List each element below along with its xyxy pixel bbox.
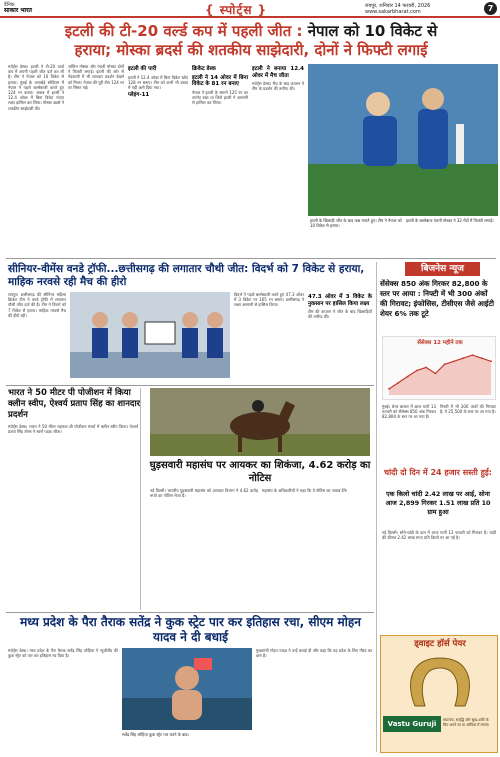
lead-headline-line2: हराया; मोस्का ब्रदर्स की शतकीय साझेदारी, दोनों ने फिफ्टी लगाई	[74, 41, 428, 59]
story4-photo-horse	[150, 388, 370, 456]
chart-point	[472, 354, 474, 356]
lead-col3-subhead2: प्लेइंग-11	[128, 92, 150, 99]
chart-point	[416, 370, 418, 372]
story5-photo-swimmer	[122, 648, 252, 730]
story2-col3-text: टीम की कप्तान ने जीत के बाद खिलाड़ियों की तारीफ की।	[308, 309, 374, 320]
chart-point	[462, 357, 464, 359]
story5-column-2	[256, 648, 372, 753]
ad-brand: Vastu Guruji	[383, 716, 441, 732]
lead-column-5	[252, 64, 304, 252]
horse-shoe-icon	[401, 652, 479, 712]
lead-photo-caption-1: इटली के खिलाड़ी जीत के बाद जश्न मनाते हुए। टीम ने नेपाल को 10 विकेट से हराया।	[310, 218, 402, 242]
chart-point	[425, 367, 427, 369]
chart-point	[490, 360, 492, 362]
story4-col1-text: नई दिल्ली। भारतीय घुड़सवारी महासंघ को आयकर विभाग ने 4.62 करोड़ रुपये का नोटिस भेजा है।	[150, 488, 260, 499]
lead-col4-subhead: क्रिकेट डेस्क	[192, 66, 216, 72]
chart-point	[434, 373, 436, 375]
lead-headline-part1: इटली की टी-20 वर्ल्ड कप में पहली जीत :	[64, 22, 308, 40]
chart-point	[481, 357, 483, 359]
section-divider-2	[6, 385, 374, 386]
gold-headline: चांदी दो दिन में 24 हजार सस्ती हुई:	[383, 468, 493, 477]
story2-column-1	[8, 292, 66, 384]
section-divider	[6, 258, 496, 259]
lead-column-3	[128, 64, 188, 252]
story2-col2-text: विदर्भ ने पहले बल्लेबाजी करते हुए 47.3 ओवर में 3 विकेट पर 165 रन बनाए। छत्तीसगढ़ ने लक्ष्य आसानी से हासिल किया।	[234, 292, 306, 308]
business-column-1	[382, 404, 436, 464]
chart-point	[397, 382, 399, 384]
gold-subheadline: एक किलो चांदी 2.42 लाख पर आई, सोना आज 2,899 गिरकर 1.51 लाख प्रति 10 ग्राम हुआ	[385, 490, 491, 516]
site-url: www.sakarbharat.com	[365, 9, 421, 15]
story5-col1-text: स्पोर्ट्स डेस्क। मध्य प्रदेश के पैरा तैराक सतेंद्र सिंह लोहिया ने न्यूजीलैंड की कुक स्ट्रेट को पार कर इतिहास रच दिया है।	[8, 648, 120, 659]
story5-col2-text: मुख्यमंत्री मोहन यादव ने उन्हें बधाई दी और कहा कि यह प्रदेश के लिए गौरव का क्षण है।	[256, 648, 374, 659]
chart-point	[388, 388, 390, 390]
logo-small-text: दैनिक	[4, 2, 15, 8]
lead-col4-text: नेपाल ने इटली के सामने 125 रन का टारगेट रखा था जिसे इटली ने आसानी से हासिल कर लिया।	[192, 89, 250, 105]
lead-photo-caption-2: इटली के बल्लेबाज एंथनी मोस्का ने 32 गेंदों में फिफ्टी लगाई।	[406, 218, 498, 242]
lead-col3-subhead: इटली की पारी	[128, 66, 157, 72]
lead-column-1	[8, 64, 64, 252]
story3-column-1	[8, 424, 138, 609]
chart-point	[453, 360, 455, 362]
gold-col-text: नई दिल्ली। सोने-चांदी के दाम में आज यानी 13 फरवरी को गिरावट है। चांदी की कीमत 2.42 लाख रुपए प्रति किलो पर आ गई है।	[382, 530, 498, 541]
story4-column-1	[150, 488, 258, 608]
lead-col1-text: स्पोर्ट्स डेस्क। इटली ने टी-20 वर्ल्ड कप में अपनी पहली जीत दर्ज कर ली है। टीम ने नेपाल को 10 विकेट से हराया। मुंबई के वानखेड़े स्टेडियम में नेपाल ने पहले बल्लेबाजी करते हुए 124 रन बनाए। जवाब में इटली ने 12.4 ओवर में बिना विकेट गंवाए लक्ष्य हासिल कर लिया। मोस्का ब्रदर्स ने शतकीय साझेदारी की।	[8, 64, 66, 111]
story2-photo-team	[70, 292, 230, 378]
lead-col4-subhead2: इटली ने 14 ओवर में बिना विकेट के 81 रन बनाए	[192, 74, 248, 87]
story2-headline: सीनियर-वीमेंस वनडे ट्रॉफी...छत्तीसगढ़ की लगातार चौथी जीत: विदर्भ को 7 विकेट से हराया, माहिक नरवसे रही मैच की हीरो	[8, 263, 365, 288]
business-col2-text: निफ्टी में भी 300 अंकों की गिरावट है, ये 25,500 के स्तर पर आ गया है।	[440, 404, 498, 415]
advertisement[interactable]	[380, 635, 498, 753]
lead-headline	[6, 22, 496, 60]
business-news-tag: बिजनेस न्यूज	[405, 262, 480, 276]
business-col1-text: मुंबई। शेयर बाजार में आज यानी 13 फरवरी को सेंसेक्स 850 अंक गिरकर 82,800 के स्तर पर आ गया है।	[382, 404, 438, 420]
logo-main-text: साकार भारत	[4, 7, 32, 14]
date-line	[365, 3, 430, 15]
lead-column-4	[192, 64, 248, 252]
lead-col5-text: स्पोर्ट्स डेस्क। मैच के बाद कप्तान ने टीम के प्रदर्शन की तारीफ की।	[252, 81, 306, 92]
chart-point	[444, 363, 446, 365]
sensex-chart-svg	[383, 337, 497, 401]
business-column-2	[440, 404, 496, 464]
section-title: { स्पोर्ट्स }	[205, 3, 268, 17]
gold-column	[382, 530, 496, 630]
ad-text: सफलता, समृद्धि और सुख-शांति के लिए अपने घर या ऑफिस में लगाएं।	[443, 718, 490, 727]
lead-headline-part2: नेपाल को 10 विकेट से	[307, 22, 438, 40]
story3-col1-text: स्पोर्ट्स डेस्क। भारत ने 50 मीटर राइफल थ्री पोजीशन स्पर्धा में क्लीन स्वीप किया। ऐश्वर्य प्रताप सिंह तोमर ने स्वर्ण पदक जीता।	[8, 424, 140, 435]
newspaper-logo	[4, 2, 32, 14]
story2-col1-text: रायपुर। छत्तीसगढ़ की सीनियर महिला क्रिकेट टीम ने वनडे ट्रॉफी में लगातार चौथी जीत दर्ज की है। टीम ने विदर्भ को 7 विकेट से हराया। माहिक नरवसे मैच की हीरो रहीं।	[8, 292, 68, 318]
lead-col3-text: इटली ने 12.4 ओवर में बिना विकेट खोए 128 रन बनाए। टीम को कभी भी दबाव में नहीं आने दिया गया।	[128, 74, 190, 90]
chart-title: सेंसेक्स 12 महीने तक	[417, 340, 463, 346]
lead-photo-cricket	[308, 64, 498, 216]
story3-headline: भारत ने 50 मीटर पी पोजीशन में किया क्लीन स्वीप, ऐश्वर्य प्रताप सिंह का शानदार प्रदर्शन	[8, 388, 141, 420]
story5-column-1	[8, 648, 118, 753]
story5-photo-caption: सतेंद्र सिंह लोहिया कुक स्ट्रेट पार करने के बाद।	[122, 732, 252, 752]
date-text: रायपुर, शनिवार 14 फरवरी, 2026	[365, 3, 431, 9]
column-rule	[140, 388, 141, 610]
chart-area	[389, 355, 491, 395]
story5-headline: मध्य प्रदेश के पैरा तैराक सतेंद्र ने कुक स्ट्रेट पार कर इतिहास रचा, सीएम मोहन यादव ने दी बधाई	[20, 615, 361, 644]
sensex-chart	[382, 336, 496, 400]
story2-column-3	[308, 292, 372, 384]
section-divider-3	[6, 612, 374, 613]
story4-col2-text: महासंघ के अधिकारियों ने कहा कि वे नोटिस का जवाब देंगे।	[262, 488, 348, 493]
chart-point	[407, 376, 409, 378]
story2-column-2	[234, 292, 304, 384]
business-column-rule	[376, 262, 377, 752]
story2-col3-subhead: 47.3 ओवर में 3 विकेट के नुकसान पर हासिल किया लक्ष्य	[308, 294, 372, 307]
lead-col2-text: जस्टिन मोस्का और एंथनी मोस्का दोनों ने फिफ्टी लगाई। इटली की ओर से गेंदबाजी में भी शानदार प्रदर्शन देखने को मिला। नेपाल की पूरी टीम 124 रन पर सिमट गई।	[68, 64, 126, 90]
story4-column-2	[262, 488, 370, 608]
business-headline: सेंसेक्स 850 अंक गिरकर 82,800 के स्तर पर आया : निफ्टी में भी 300 अंकों की गिरावट; इंफोसिस, टीसीएस जैसे आईटी शेयर 6% तक टूटे	[380, 279, 494, 318]
lead-column-2	[68, 64, 124, 252]
page-number: 7	[484, 2, 497, 15]
lead-col5-subhead: इटली ने बनाया 12.4 ओवर में मैच जीता	[252, 66, 304, 79]
masthead	[0, 0, 500, 18]
ad-title: ड्वाइट हॉर्स पेयर	[414, 639, 466, 649]
story4-headline: घुड़सवारी महासंघ पर आयकर का शिकंजा, 4.62 करोड़ का नोटिस	[149, 460, 371, 484]
